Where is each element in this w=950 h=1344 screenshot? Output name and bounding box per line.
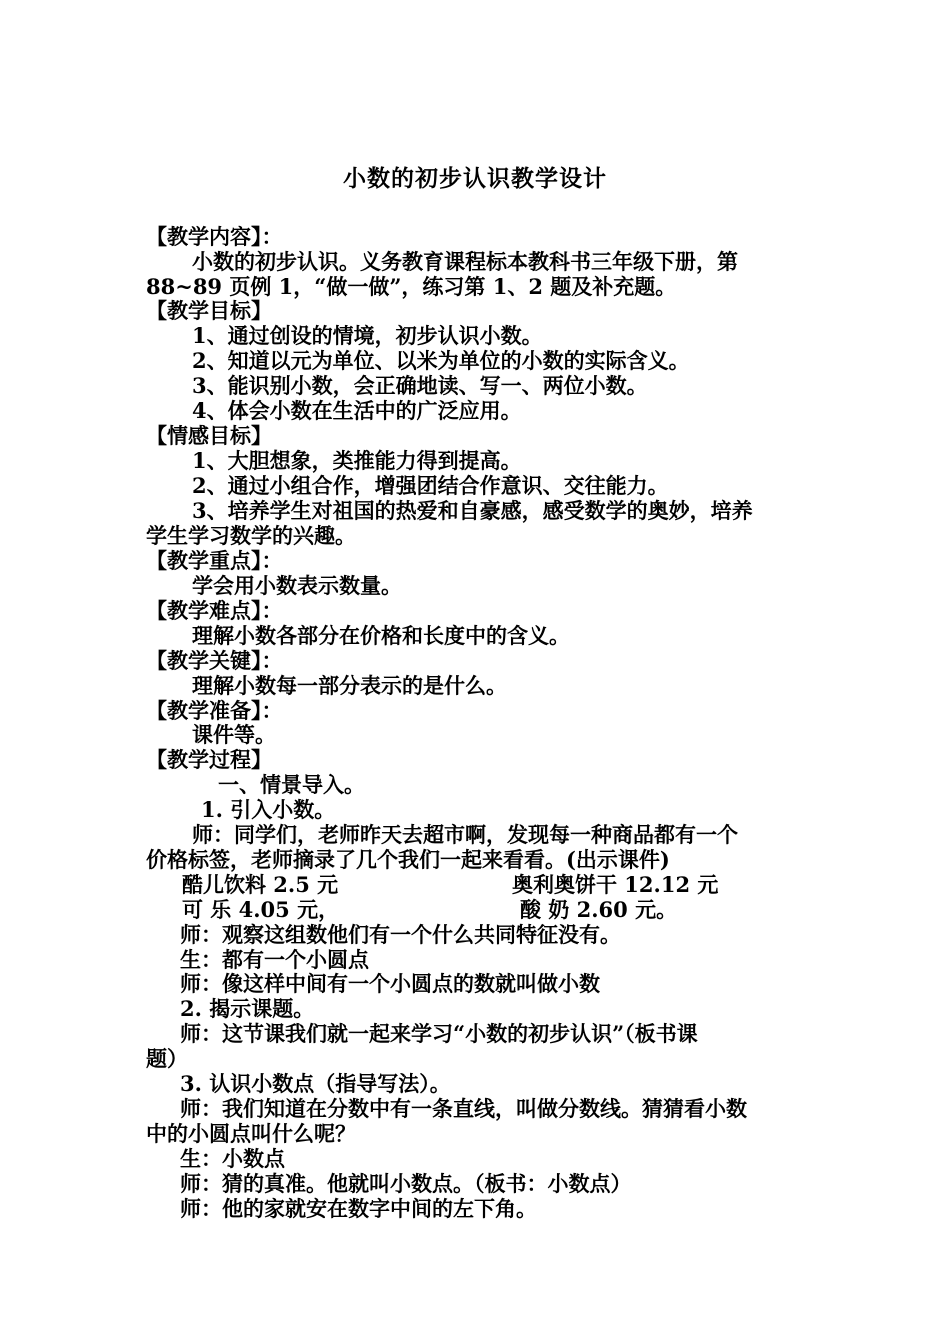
emotion-item: 2、通过小组合作，增强团结合作意识、交往能力。 xyxy=(192,473,669,498)
price-row xyxy=(182,897,842,922)
goal-item: 3、能识别小数，会正确地读、写一、两位小数。 xyxy=(192,373,648,398)
teacher-line: 师：同学们，老师昨天去超市啊，发现每一种商品都有一个 xyxy=(192,822,738,847)
keypoint-text: 学会用小数表示数量。 xyxy=(192,573,402,598)
goal-item: 4、体会小数在生活中的广泛应用。 xyxy=(192,398,522,423)
teacher-line: 师：像这样中间有一个小圆点的数就叫做小数 xyxy=(180,971,600,996)
heading-keypoint: 【教学重点】： xyxy=(146,548,283,573)
emotion-item-wrap: 学生学习数学的兴趣。 xyxy=(146,523,356,548)
process-substep: 3. 认识小数点（指导写法）。 xyxy=(180,1071,451,1096)
difficulty-text: 理解小数各部分在价格和长度中的含义。 xyxy=(192,623,570,648)
teacher-line: 中的小圆点叫什么呢？ xyxy=(146,1121,356,1146)
heading-process: 【教学过程】 xyxy=(146,747,272,772)
heading-key: 【教学关键】： xyxy=(146,648,283,673)
emotion-item: 1、大胆想象，类推能力得到提高。 xyxy=(192,448,522,473)
teacher-line: 师：这节课我们就一起来学习“小数的初步认识”（板书课 xyxy=(180,1021,698,1046)
heading-goals: 【教学目标】 xyxy=(146,298,272,323)
process-step: 一、情景导入。 xyxy=(218,772,365,797)
content-text-line1: 小数的初步认识。义务教育课程标本教科书三年级下册，第 xyxy=(192,249,738,274)
heading-content: 【教学内容】： xyxy=(146,224,283,249)
key-text: 理解小数每一部分表示的是什么。 xyxy=(192,673,507,698)
heading-prep: 【教学准备】： xyxy=(146,698,283,723)
student-line: 生：小数点 xyxy=(180,1146,285,1171)
student-line: 生：都有一个小圆点 xyxy=(180,947,369,972)
teacher-line: 师：他的家就安在数字中间的左下角。 xyxy=(180,1196,537,1221)
process-substep: 1. 引入小数。 xyxy=(201,797,336,822)
price-item: 酷儿饮料 2.5 元 xyxy=(182,872,339,897)
price-item: 酸 奶 2.60 元。 xyxy=(520,897,678,922)
teacher-line: 师：观察这组数他们有一个什么共同特征没有。 xyxy=(180,922,621,947)
process-substep: 2. 揭示课题。 xyxy=(180,996,315,1021)
heading-difficulty: 【教学难点】： xyxy=(146,598,283,623)
goal-item: 1、通过创设的情境，初步认识小数。 xyxy=(192,323,543,348)
document-title: 小数的初步认识教学设计 xyxy=(343,165,607,192)
prep-text: 课件等。 xyxy=(192,722,276,747)
price-row xyxy=(182,872,842,897)
price-item: 可 乐 4.05 元， xyxy=(182,897,340,922)
teacher-line: 师：猜的真准。他就叫小数点。（板书：小数点） xyxy=(180,1171,632,1196)
price-item: 奥利奥饼干 12.12 元 xyxy=(512,872,719,897)
teacher-line: 题） xyxy=(146,1046,188,1071)
teacher-line: 价格标签，老师摘录了几个我们一起来看看。(出示课件) xyxy=(146,847,670,872)
teacher-line: 师：我们知道在分数中有一条直线，叫做分数线。猜猜看小数 xyxy=(180,1096,747,1121)
content-text-line2: 88~89 页例 1，“做一做”，练习第 1、2 题及补充题。 xyxy=(146,274,677,299)
goal-item: 2、知道以元为单位、以米为单位的小数的实际含义。 xyxy=(192,348,690,373)
heading-emotion: 【情感目标】 xyxy=(146,423,272,448)
emotion-item: 3、培养学生对祖国的热爱和自豪感，感受数学的奥妙，培养 xyxy=(192,498,753,523)
